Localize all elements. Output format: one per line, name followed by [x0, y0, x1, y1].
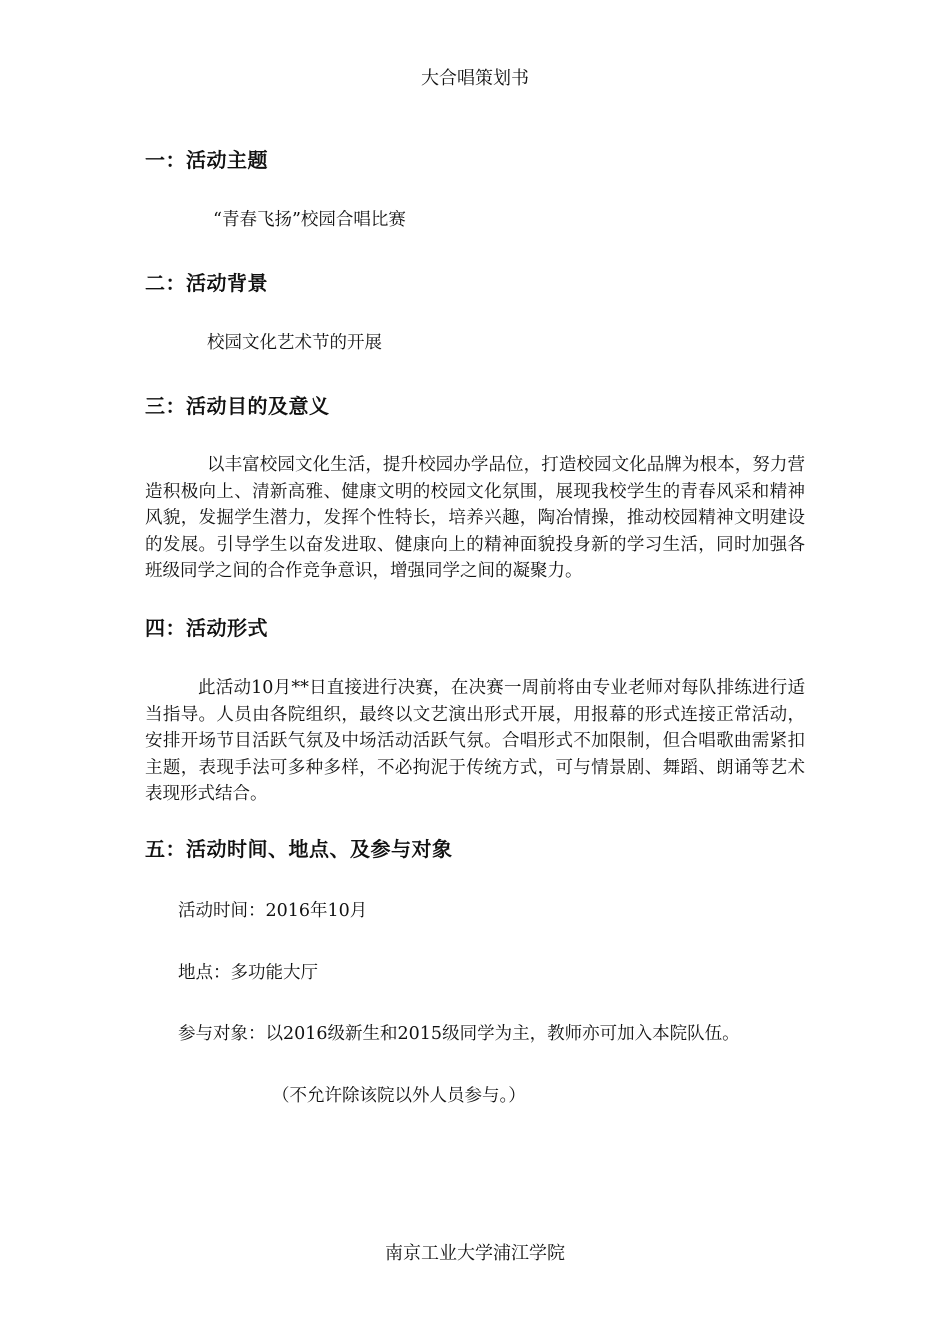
- activity-participants: 参与对象：以2016级新生和2015级同学为主，教师亦可加入本院队伍。: [178, 1024, 740, 1044]
- section-heading-format: 四：活动形式: [145, 616, 268, 640]
- section-heading-purpose: 三：活动目的及意义: [145, 394, 330, 418]
- section-heading-logistics: 五：活动时间、地点、及参与对象: [145, 837, 453, 861]
- purpose-paragraph: 以丰富校园文化生活，提升校园办学品位，打造校园文化品牌为根本，努力营造积极向上、清新高雅、健康文明的校园文化氛围，展现我校学生的青春风采和精神风貌，发掘学生潜力，发挥个性特长，培养兴趣，陶冶情操，推动校园精神文明建设的发展。引导学生以奋发进取、健康向上的精神面貌投身新的学习生活，同时加强各班级同学之间的合作竞争意识，增强同学之间的凝聚力。: [145, 455, 805, 581]
- document-footer: 南京工业大学浦江学院: [385, 1243, 565, 1264]
- participants-note: （不允许除该院以外人员参与。）: [272, 1086, 526, 1106]
- section-heading-theme: 一：活动主题: [145, 148, 268, 172]
- document-title: 大合唱策划书: [421, 68, 529, 89]
- background-content: 校园文化艺术节的开展: [207, 333, 382, 353]
- section-heading-background: 二：活动背景: [145, 271, 268, 295]
- theme-content: “青春飞扬”校园合唱比赛: [213, 210, 406, 230]
- format-paragraph: 此活动10月**日直接进行决赛，在决赛一周前将由专业老师对每队排练进行适当指导。人员由各院组织，最终以文艺演出形式开展，用报幕的形式连接正常活动，安排开场节目活跃气氛及中场活动活跃气氛。合唱形式不加限制，但合唱歌曲需紧扣主题，表现手法可多种多样，不必拘泥于传统方式，可与情景剧、舞蹈、朗诵等艺术表现形式结合。: [145, 678, 805, 804]
- activity-time: 活动时间：2016年10月: [178, 901, 368, 921]
- activity-location: 地点：多功能大厅: [178, 963, 318, 983]
